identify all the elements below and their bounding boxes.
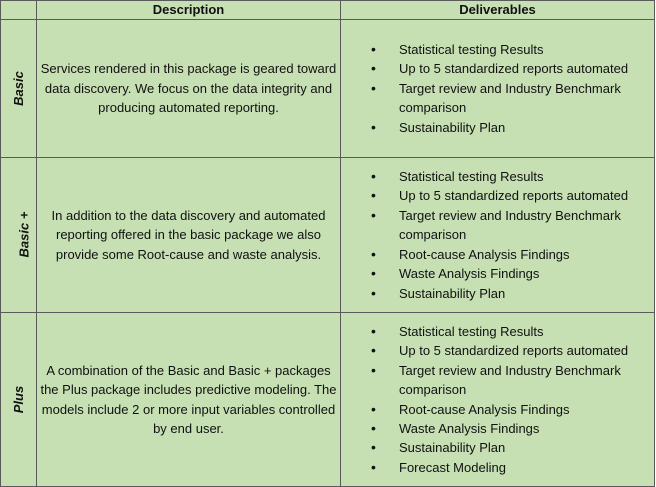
deliverable-item: • Statistical testing Results xyxy=(341,167,654,186)
deliverable-item: • Waste Analysis Findings xyxy=(341,419,654,438)
header-description: Description xyxy=(37,1,341,20)
deliverables-list xyxy=(341,322,654,477)
deliverable-item: • Statistical testing Results xyxy=(341,40,654,59)
deliverable-item: • Root-cause Analysis Findings xyxy=(341,245,654,264)
package-label: Plus xyxy=(11,385,26,413)
package-label: Basic xyxy=(10,70,26,106)
package-description: A combination of the Basic and Basic + packages the Plus package includes predictive modeling. The models include 2 or more input variables controlled by end user. xyxy=(37,313,341,487)
package-description: In addition to the data discovery and automated reporting offered in the basic package we also provide some Root-cause and waste analysis. xyxy=(37,158,341,313)
deliverable-item: • Root-cause Analysis Findings xyxy=(341,400,654,419)
package-row-plus xyxy=(1,313,655,487)
deliverable-item: • Sustainability Plan xyxy=(341,118,654,137)
deliverable-item: • Sustainability Plan xyxy=(341,284,654,303)
header-blank-cell xyxy=(1,1,37,20)
package-row-basic-plus xyxy=(1,158,655,313)
package-deliverables-cell xyxy=(341,158,655,313)
header-row xyxy=(1,1,655,20)
deliverable-item: • Target review and Industry Benchmark comparison xyxy=(341,206,654,245)
deliverable-item: • Up to 5 standardized reports automated xyxy=(341,341,654,360)
deliverable-item: • Up to 5 standardized reports automated xyxy=(341,59,654,78)
package-deliverables-cell xyxy=(341,20,655,158)
deliverable-item: • Up to 5 standardized reports automated xyxy=(341,186,654,205)
package-label: Basic + xyxy=(16,211,32,258)
header-deliverables: Deliverables xyxy=(341,1,655,20)
package-label-cell xyxy=(1,20,37,158)
deliverable-item: • Sustainability Plan xyxy=(341,438,654,457)
package-label-cell xyxy=(1,158,37,313)
package-label-cell xyxy=(1,313,37,487)
package-row-basic xyxy=(1,20,655,158)
deliverable-item: • Forecast Modeling xyxy=(341,458,654,477)
deliverable-item: • Waste Analysis Findings xyxy=(341,264,654,283)
deliverable-item: • Statistical testing Results xyxy=(341,322,654,341)
package-description: Services rendered in this package is geared toward data discovery. We focus on the data integrity and producing automated reporting. xyxy=(37,20,341,158)
deliverable-item: • Target review and Industry Benchmark comparison xyxy=(341,79,654,118)
package-deliverables-cell xyxy=(341,313,655,487)
deliverables-list xyxy=(341,40,654,137)
deliverables-list xyxy=(341,167,654,303)
deliverable-item: • Target review and Industry Benchmark comparison xyxy=(341,361,654,400)
